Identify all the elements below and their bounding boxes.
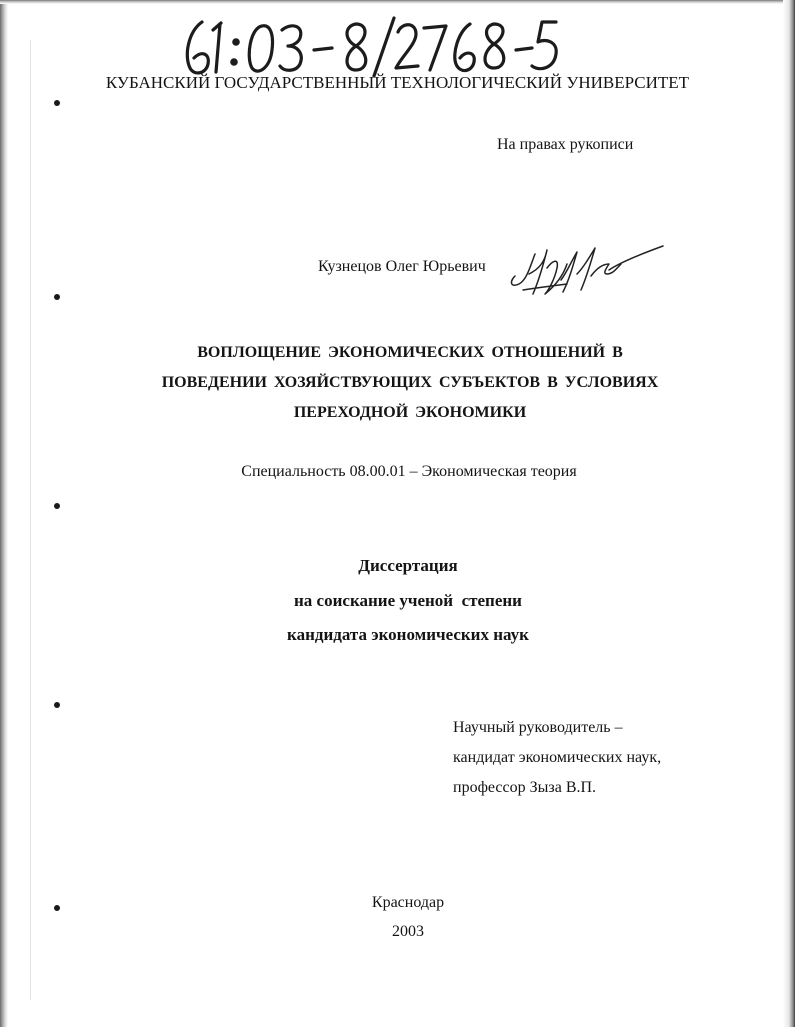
dissertation-title-line-3: ПЕРЕХОДНОЙ ЭКОНОМИКИ	[293, 404, 527, 421]
punch-hole-mark	[54, 503, 60, 509]
document-type-heading: Диссертация	[358, 556, 458, 575]
supervisor-degree: кандидат экономических наук,	[453, 749, 662, 766]
author-signature	[505, 240, 665, 302]
punch-hole-mark	[54, 702, 60, 708]
year: 2003	[392, 923, 424, 940]
university-name: КУБАНСКИЙ ГОСУДАРСТВЕННЫЙ ТЕХНОЛОГИЧЕСКИЙ УНИВЕРСИТЕТ	[105, 73, 690, 92]
city: Краснодар	[371, 894, 445, 911]
scan-edge-right	[783, 0, 795, 1027]
scan-edge-left	[0, 0, 8, 1027]
scan-edge-top	[0, 0, 795, 4]
dissertation-title-line-1: ВОПЛОЩЕНИЕ ЭКОНОМИЧЕСКИХ ОТНОШЕНИЙ В	[197, 344, 623, 361]
punch-hole-mark	[54, 100, 60, 106]
specialty-line: Специальность 08.00.01 – Экономическая теория	[241, 463, 577, 480]
dissertation-title-line-2: ПОВЕДЕНИИ ХОЗЯЙСТВУЮЩИХ СУБЪЕКТОВ В УСЛОВИЯХ	[161, 374, 659, 391]
degree-name-line: кандидата экономических наук	[287, 625, 529, 644]
manuscript-rights-note: На правах рукописи	[497, 136, 634, 153]
supervisor-name: профессор Зыза В.П.	[453, 779, 597, 796]
punch-hole-mark	[54, 294, 60, 300]
author-name: Кузнецов Олег Юрьевич	[318, 258, 486, 275]
supervisor-label: Научный руководитель –	[453, 719, 623, 736]
degree-purpose-line: на соискание ученой степени	[294, 591, 522, 610]
handwritten-archive-code	[180, 12, 560, 80]
margin-fold-line	[30, 40, 31, 1000]
